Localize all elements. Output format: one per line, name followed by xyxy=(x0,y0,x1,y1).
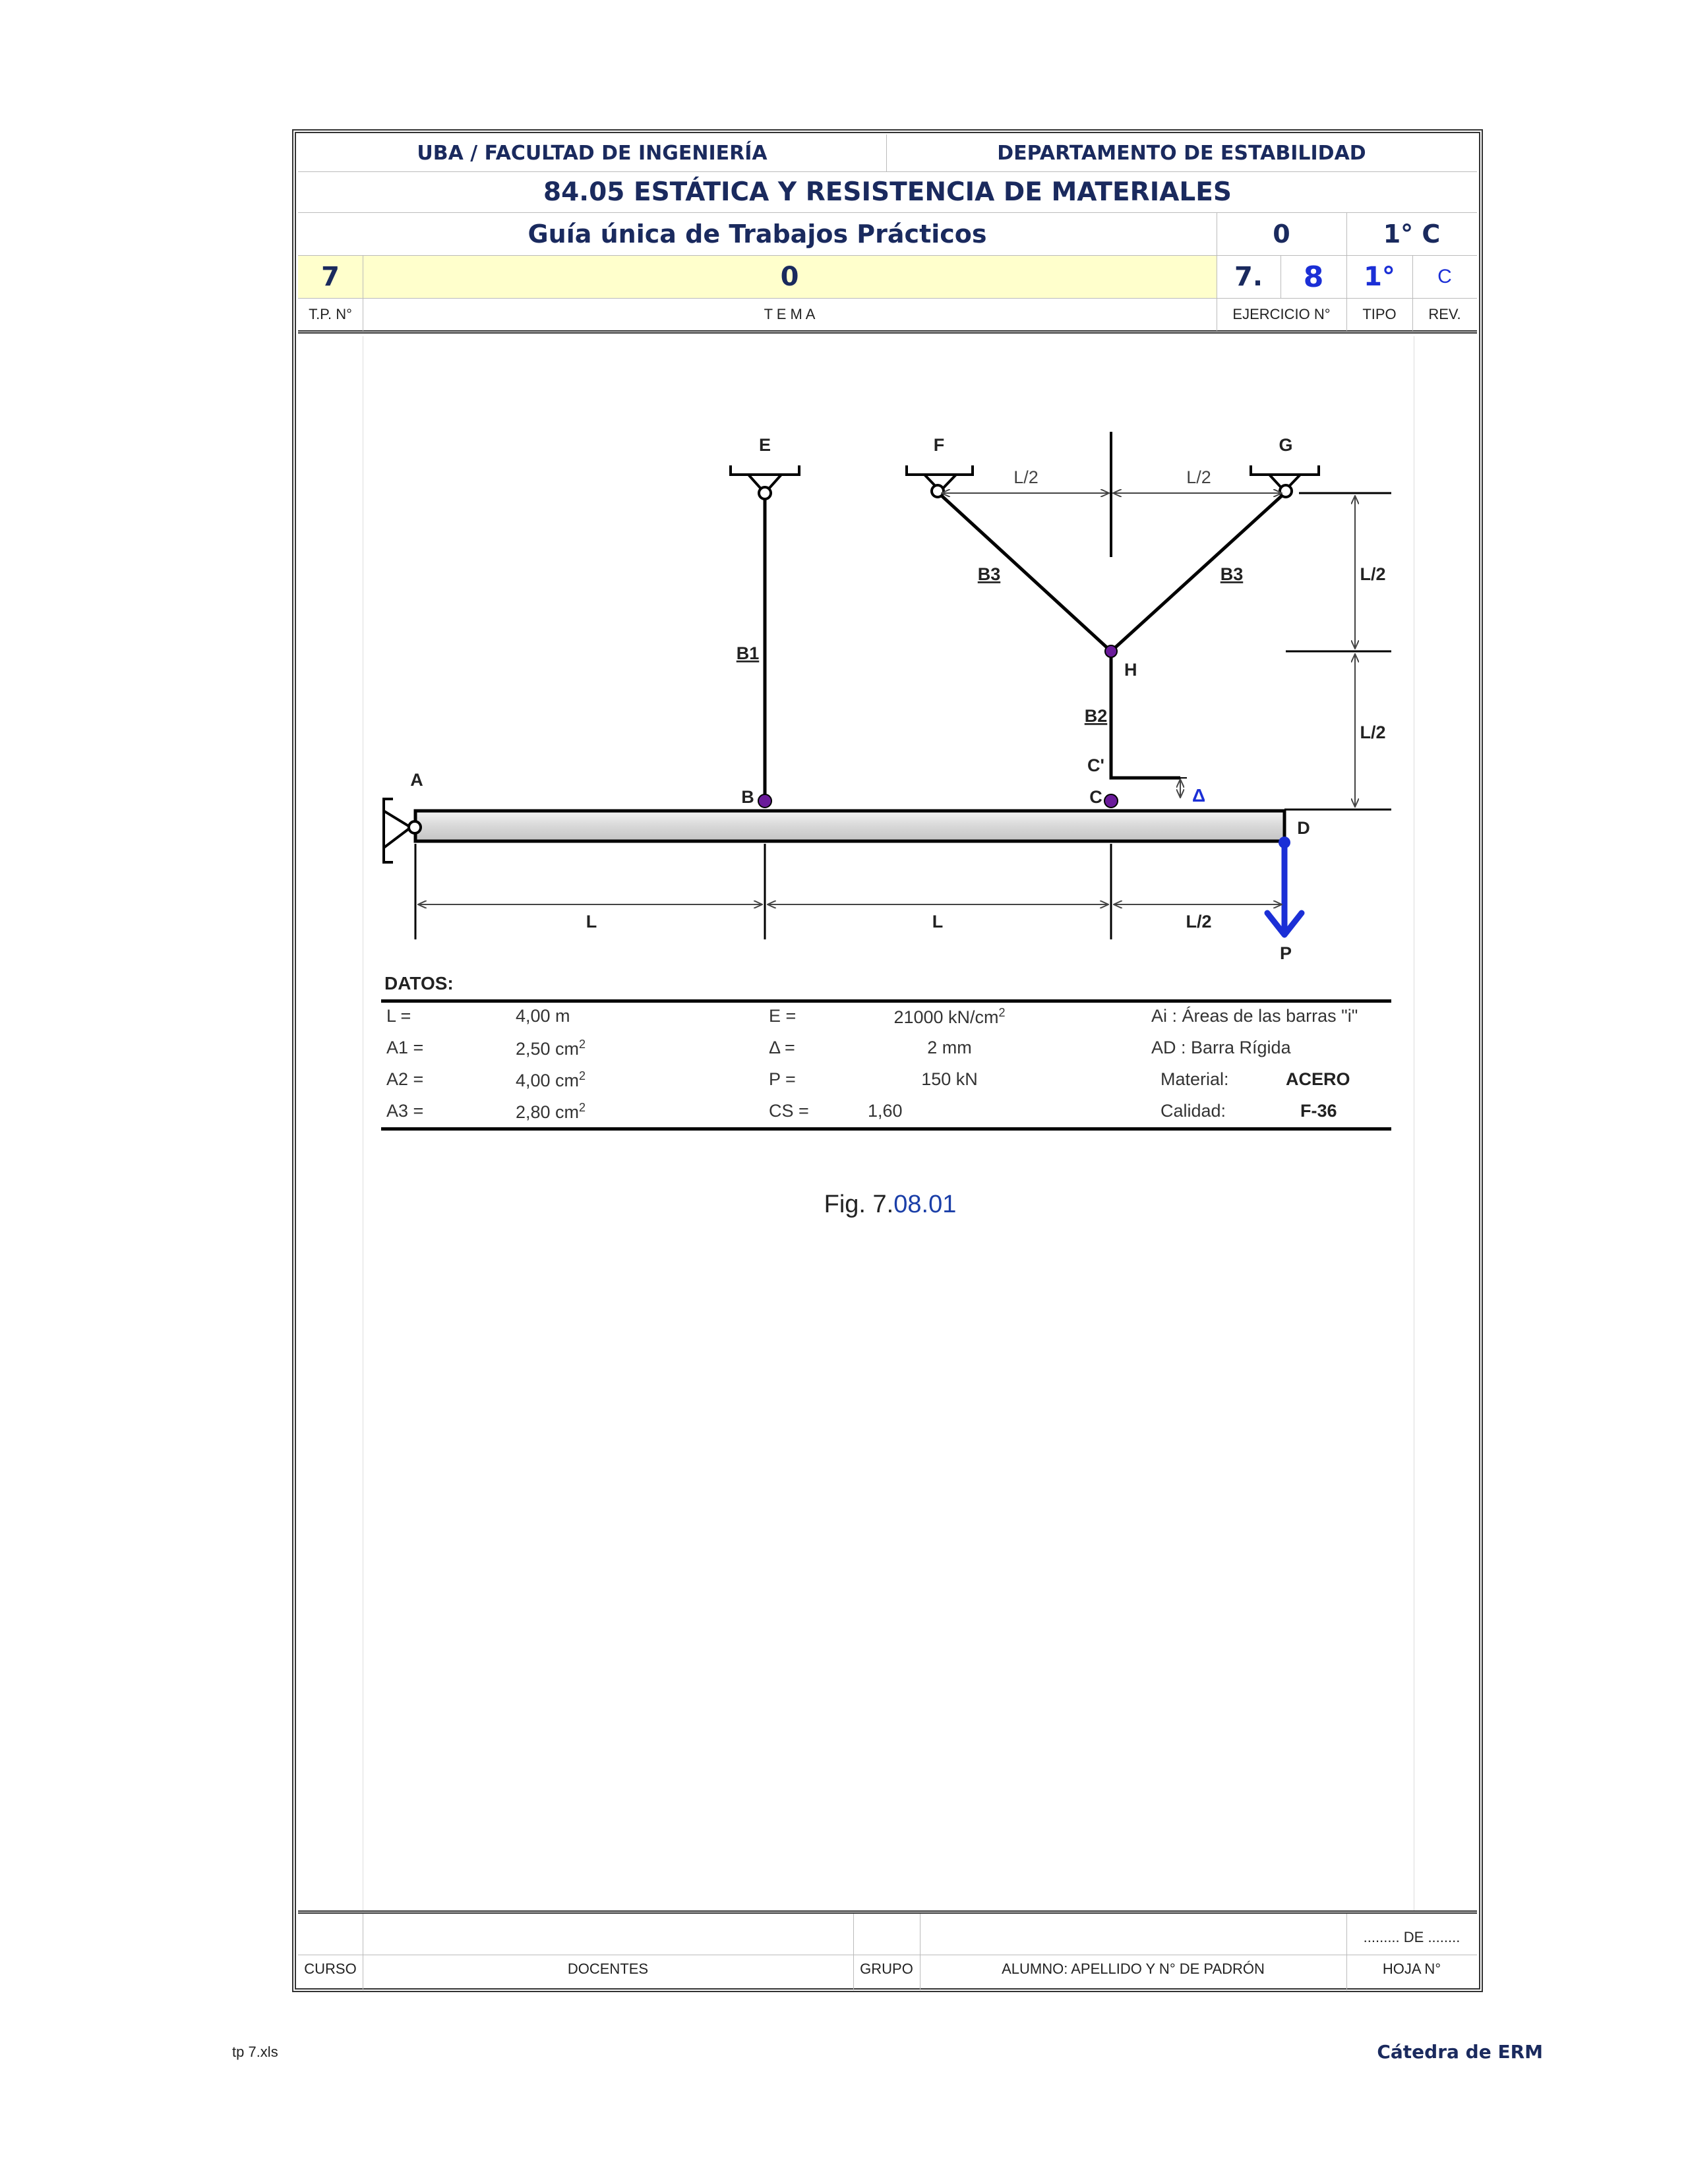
guide-title: Guía única de Trabajos Prácticos xyxy=(528,219,987,249)
datos-k1-1: L = xyxy=(386,1006,411,1026)
label-docentes: DOCENTES xyxy=(567,1961,649,1977)
datos-k2-4: CS = xyxy=(769,1101,809,1121)
dim-half-4: L/2 xyxy=(1360,723,1386,742)
datos-v2-4: 1,60 xyxy=(868,1101,903,1121)
datos-k1-4: A3 = xyxy=(386,1101,424,1121)
caption-prefix: Fig. 7. xyxy=(824,1191,894,1218)
label-h: H xyxy=(1124,660,1137,680)
datos-v2-2: 2 mm xyxy=(927,1038,972,1057)
datos-u1-4: 2 xyxy=(579,1101,586,1114)
datos-v2-1: 21000 $kN/cm^2$ xyxy=(893,1006,1006,1027)
rigid-beam xyxy=(415,811,1284,841)
dim-half-3: L/2 xyxy=(1360,564,1386,584)
datos-u1-2: 2 xyxy=(579,1038,586,1051)
chair-name: Cátedra de ERM xyxy=(1377,2041,1543,2063)
label-e: E xyxy=(758,435,771,455)
datos-v2-3: 150 kN xyxy=(921,1069,978,1089)
datos-v1-3: 4,00 $cm^2$ xyxy=(516,1069,586,1090)
datos-k2-3: P = xyxy=(769,1069,796,1089)
label-c: C xyxy=(1089,787,1102,807)
datos-v1-1: 4,00 m xyxy=(516,1006,570,1026)
datos-k2-1: E = xyxy=(769,1006,797,1026)
bar-b3-right xyxy=(1111,496,1282,651)
label-b1: B1 xyxy=(736,643,760,663)
university-label: UBA / FACULTAD DE INGENIERÍA xyxy=(417,141,768,165)
ejercicio-number: 8 xyxy=(1303,260,1324,294)
support-e xyxy=(731,465,799,499)
label-b3-left: B3 xyxy=(977,564,1001,584)
datos-u1-3: 2 xyxy=(579,1069,586,1082)
label-f: F xyxy=(933,435,945,455)
datos-k1-3: A2 = xyxy=(386,1069,424,1089)
rev-value: C xyxy=(1437,266,1452,287)
structure-diagram xyxy=(0,0,1688,989)
caption-number: 08.01 xyxy=(893,1191,957,1218)
tema-value: 0 xyxy=(780,262,799,292)
datos-v3-3: ACERO xyxy=(1286,1069,1350,1089)
label-d: D xyxy=(1297,818,1310,838)
label-b3-right: B3 xyxy=(1220,564,1244,584)
datos-k2-2: Δ = xyxy=(769,1038,795,1057)
datos-k3-4: Calidad: xyxy=(1160,1101,1226,1121)
dim-half-1: L/2 xyxy=(1013,467,1039,487)
guide-tipo: 1° C xyxy=(1383,219,1441,249)
file-name: tp 7.xls xyxy=(232,2044,278,2060)
support-f xyxy=(907,465,973,497)
dim-half-5: L/2 xyxy=(1186,912,1212,931)
label-tema: T E M A xyxy=(764,306,816,322)
dim-span-1: L xyxy=(586,912,597,931)
label-delta: Δ xyxy=(1192,785,1206,806)
label-a: A xyxy=(410,770,423,790)
dim-half-2: L/2 xyxy=(1186,467,1211,487)
node-b xyxy=(758,794,771,808)
datos-v1-2: 2,50 $cm^2$ xyxy=(516,1038,586,1059)
label-grupo: GRUPO xyxy=(860,1961,913,1977)
node-c xyxy=(1104,794,1118,808)
figure-caption xyxy=(758,1191,1022,1219)
label-b2: B2 xyxy=(1084,706,1108,726)
datos-v3-4: F-36 xyxy=(1300,1101,1337,1121)
tp-number: 7 xyxy=(321,262,340,292)
bar-b2 xyxy=(1111,651,1180,778)
datos-k3-1: Ai : Áreas de las barras "i" xyxy=(1151,1006,1358,1026)
datos-k3-3: Material: xyxy=(1160,1069,1229,1089)
label-c-prime: C' xyxy=(1087,755,1104,775)
hoja-of: ......... DE ........ xyxy=(1363,1929,1461,1945)
datos-v1-4: 2,80 $cm^2$ xyxy=(516,1101,586,1122)
bar-b3-left xyxy=(942,496,1111,651)
datos-rule-top xyxy=(381,999,1391,1003)
datos-k1-2: A1 = xyxy=(386,1038,424,1057)
label-b: B xyxy=(741,787,754,807)
label-tp: T.P. N° xyxy=(309,306,352,322)
guide-value: 0 xyxy=(1273,219,1290,249)
datos-rule-bottom xyxy=(381,1127,1391,1131)
label-p: P xyxy=(1279,943,1292,963)
label-ejercicio: EJERCICIO N° xyxy=(1232,306,1331,322)
label-alumno: ALUMNO: APELLIDO Y N° DE PADRÓN xyxy=(1002,1961,1265,1977)
datos-u2-1: 2 xyxy=(998,1006,1006,1019)
label-tipo: TIPO xyxy=(1362,306,1397,322)
datos-title: DATOS: xyxy=(384,973,454,993)
tipo-value: 1° xyxy=(1364,262,1395,292)
label-curso: CURSO xyxy=(304,1961,357,1977)
course-title: 84.05 ESTÁTICA Y RESISTENCIA DE MATERIALES xyxy=(543,177,1232,207)
label-g: G xyxy=(1279,435,1293,455)
dim-span-2: L xyxy=(932,912,944,931)
ejercicio-prefix: 7. xyxy=(1234,262,1263,292)
label-hoja: HOJA N° xyxy=(1382,1961,1441,1977)
label-rev: REV. xyxy=(1428,306,1461,322)
node-h xyxy=(1105,645,1117,657)
department-label: DEPARTAMENTO DE ESTABILIDAD xyxy=(997,141,1366,165)
datos-k3-2: AD : Barra Rígida xyxy=(1151,1038,1291,1057)
